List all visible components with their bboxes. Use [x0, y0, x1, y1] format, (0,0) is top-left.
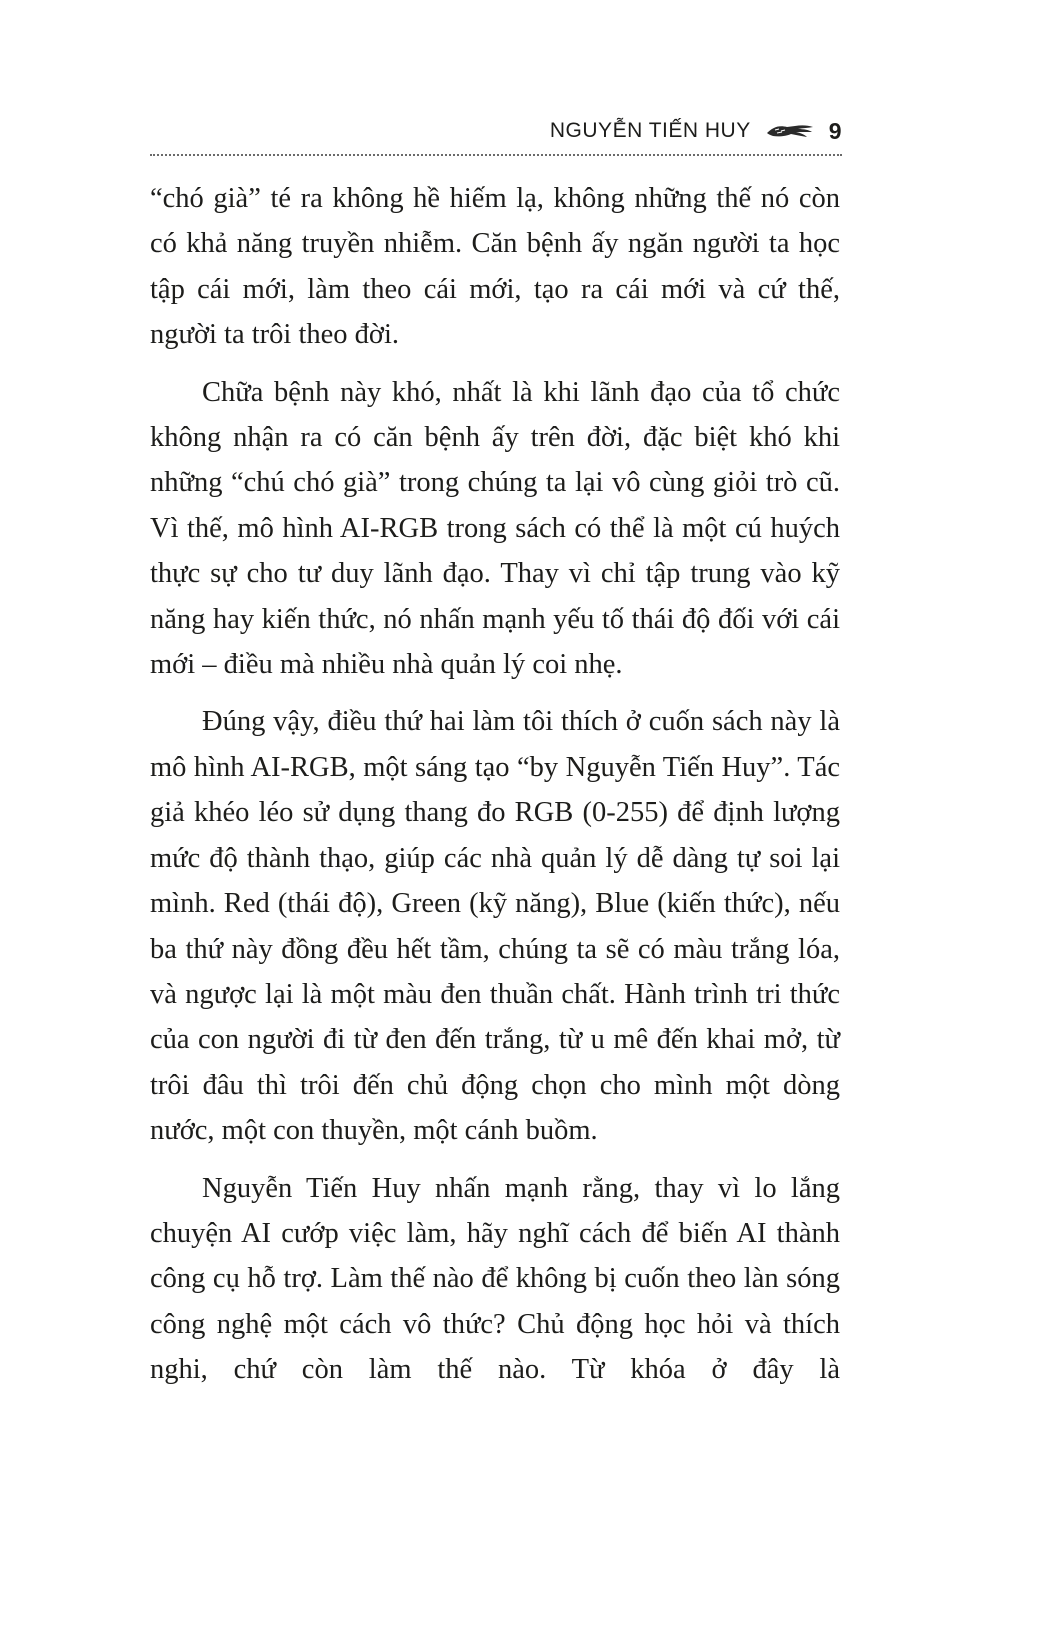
page-number: 9	[828, 117, 842, 144]
paragraph-4: Nguyễn Tiến Huy nhấn mạnh rằng, thay vì lo lắng chuyện AI cướp việc làm, hãy nghĩ cách để biến AI thành công cụ hỗ trợ. Làm thế nào để không bị cuốn theo làn sóng công nghệ một cách vô thức? Chủ động học hỏi và thích nghi, chứ còn làm thế nào. Từ khóa ở đây là	[150, 1172, 840, 1386]
paragraph-1: “chó già” té ra không hề hiếm lạ, không những thế nó còn có khả năng truyền nhiễm. Căn bệnh ấy ngăn người ta học tập cái mới, làm theo cái mới, tạo ra cái mới và cứ thế, người ta trôi theo đời.	[150, 183, 840, 351]
paragraph-2: Chữa bệnh này khó, nhất là khi lãnh đạo của tổ chức không nhận ra có căn bệnh ấy trên đời, đặc biệt khó khi những “chú chó già” trong chúng ta lại vô cùng giỏi trò cũ. Vì thế, mô hình AI-RGB trong sách có thể là một cú huých thực sự cho tư duy lãnh đạo. Thay vì chỉ tập trung vào kỹ năng hay kiến thức, nó nhấn mạnh yếu tố thái độ đối với cái mới – điều mà nhiều nhà quản lý coi nhẹ.	[150, 376, 840, 681]
running-header	[150, 116, 842, 146]
paragraph-3: Đúng vậy, điều thứ hai làm tôi thích ở cuốn sách này là mô hình AI-RGB, một sáng tạo “by Nguyễn Tiến Huy”. Tác giả khéo léo sử dụng thang đo RGB (0-255) để định lượng mức độ thành thạo, giúp các nhà quản lý dễ dàng tự soi lại mình. Red (thái độ), Green (kỹ năng), Blue (kiến thức), nếu ba thứ này đồng đều hết tầm, chúng ta sẽ có màu trắng lóa, và ngược lại là một màu đen thuần chất. Hành trình tri thức của con người đi từ đen đến trắng, từ u mê đến khai mở, từ trôi đâu thì trôi đến chủ động chọn cho mình một dòng nước, một con thuyền, một cánh buồm.	[150, 706, 840, 1147]
body-text	[150, 176, 840, 1405]
header-divider	[150, 154, 842, 156]
header-author: NGUYỄN TIẾN HUY	[549, 119, 751, 142]
hand-ornament-icon	[765, 121, 815, 141]
